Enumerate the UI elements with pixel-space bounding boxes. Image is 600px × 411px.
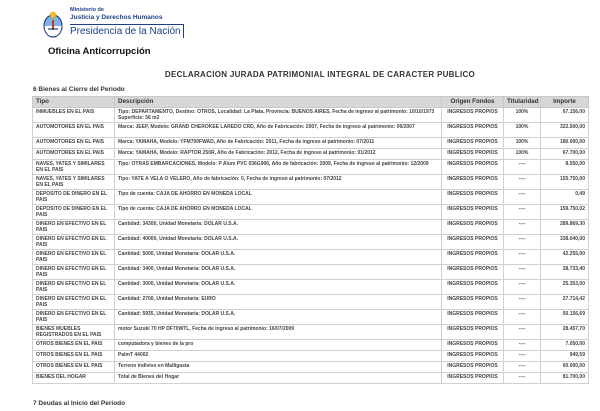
cell-titularidad: ---- (504, 295, 541, 310)
column-header-tipo: Tipo (33, 97, 115, 108)
cell-descripcion: Cantidad: 34300, Unidad Monetaria: DOLAR U.S.A. (115, 220, 442, 235)
document-title: DECLARACION JURADA PATRIMONIAL INTEGRAL DE CARACTER PUBLICO (164, 70, 476, 79)
cell-descripcion: Tipo de cuenta: CAJA DE AHORRO EN MONEDA LOCAL (115, 205, 442, 220)
cell-importe: 81.700,00 (541, 373, 589, 384)
cell-origen-fondos: INGRESOS PROPIOS (442, 351, 504, 362)
cell-importe: 0,49 (541, 190, 589, 205)
table-row (33, 280, 589, 295)
cell-origen-fondos: INGRESOS PROPIOS (442, 108, 504, 123)
cell-titularidad: 100% (504, 123, 541, 138)
cell-titularidad: ---- (504, 160, 541, 175)
table-row (33, 325, 589, 340)
section-title-bienes: 6 Bienes al Cierre del Periodo (33, 86, 125, 93)
cell-titularidad: ---- (504, 175, 541, 190)
cell-tipo: OTROS BIENES EN EL PAIS (33, 351, 115, 362)
column-header-origen: Origen Fondos (442, 97, 504, 108)
cell-titularidad: ---- (504, 280, 541, 295)
cell-descripcion: computadora y bienes de la pro (115, 340, 442, 351)
cell-titularidad: ---- (504, 250, 541, 265)
cell-tipo: DINERO EN EFECTIVO EN EL PAIS (33, 295, 115, 310)
cell-tipo: BIENES MUEBLES REGISTRADOS EN EL PAIS (33, 325, 115, 340)
cell-origen-fondos: INGRESOS PROPIOS (442, 138, 504, 149)
cell-descripcion: Tipo: DEPARTAMENTO, Destino: OTROS, Localidad: La Plata, Provincia: BUENOS AIRES, Fecha de ingreso al patrimonio: 10/10/1973 Superficie: 56 m2 (115, 108, 442, 123)
cell-origen-fondos: INGRESOS PROPIOS (442, 205, 504, 220)
cell-descripcion: PalmT 44002 (115, 351, 442, 362)
cell-titularidad: ---- (504, 325, 541, 340)
ministry-name-line1: Ministerio de (70, 7, 104, 13)
cell-tipo: DINERO EN EFECTIVO EN EL PAIS (33, 280, 115, 295)
cell-origen-fondos: INGRESOS PROPIOS (442, 160, 504, 175)
table-row (33, 160, 589, 175)
cell-importe: 42.255,00 (541, 250, 589, 265)
table-row (33, 108, 589, 123)
table-row (33, 340, 589, 351)
cell-origen-fondos: INGRESOS PROPIOS (442, 295, 504, 310)
cell-tipo: OTROS BIENES EN EL PAIS (33, 362, 115, 373)
cell-importe: 7.050,00 (541, 340, 589, 351)
column-header-importe: Importe (541, 97, 589, 108)
table-row (33, 362, 589, 373)
cell-tipo: AUTOMOTORES EN EL PAIS (33, 149, 115, 160)
table-row (33, 295, 589, 310)
cell-titularidad: ---- (504, 362, 541, 373)
cell-descripcion: Marca: YAMAHA, Modelo: YFM700FWAD, Año de Fabricación: 2011, Fecha de ingreso al patrimonio: 07/2011 (115, 138, 442, 149)
table-row (33, 265, 589, 280)
column-header-descripcion: Descripción (115, 97, 442, 108)
cell-tipo: DINERO EN EFECTIVO EN EL PAIS (33, 250, 115, 265)
cell-importe: 949,59 (541, 351, 589, 362)
cell-tipo: DINERO EN EFECTIVO EN EL PAIS (33, 220, 115, 235)
cell-descripcion: Marca: YAMAHA, Modelo: RAPTOR 250R, Año de Fabricación: 2012, Fecha de ingreso al patrimonio: 01/2012 (115, 149, 442, 160)
cell-importe: 28.457,70 (541, 325, 589, 340)
cell-titularidad: ---- (504, 220, 541, 235)
cell-tipo: DEPOSITO DE DINERO EN EL PAIS (33, 205, 115, 220)
cell-origen-fondos: INGRESOS PROPIOS (442, 123, 504, 138)
cell-importe: 67.700,00 (541, 149, 589, 160)
cell-origen-fondos: INGRESOS PROPIOS (442, 235, 504, 250)
assets-table-body (33, 108, 589, 384)
table-row (33, 138, 589, 149)
cell-descripcion: Terreno indiviso en Malligasta (115, 362, 442, 373)
cell-origen-fondos: INGRESOS PROPIOS (442, 325, 504, 340)
cell-descripcion: Cantidad: 40000, Unidad Monetaria: DOLAR U.S.A. (115, 235, 442, 250)
table-header-row (33, 97, 589, 108)
table-row (33, 250, 589, 265)
column-header-titularidad: Titularidad (504, 97, 541, 108)
table-row (33, 220, 589, 235)
cell-importe: 155.750,00 (541, 175, 589, 190)
cell-descripcion: Marca: JEEP, Modelo: GRAND CHEROKEE LAREDO CRD, Año de Fabricación: 2007, Fecha de ingreso al patrimonio: 06/2007 (115, 123, 442, 138)
cell-origen-fondos: INGRESOS PROPIOS (442, 280, 504, 295)
cell-importe: 289.869,30 (541, 220, 589, 235)
table-row (33, 235, 589, 250)
presidency-label: Presidencia de la Nación (70, 24, 184, 38)
cell-titularidad: ---- (504, 351, 541, 362)
cell-titularidad: ---- (504, 190, 541, 205)
assets-table (32, 96, 589, 384)
cell-descripcion: Tipo: OTRAS EMBARCACIONES, Modelo: P Alum PVC 036G906, Año de fabricación: 2009, Fecha de ingreso al patrimonio: 12/2009 (115, 160, 442, 175)
cell-importe: 60.000,00 (541, 362, 589, 373)
cell-tipo: DEPOSITO DE DINERO EN EL PAIS (33, 190, 115, 205)
cell-tipo: DINERO EN EFECTIVO EN EL PAIS (33, 310, 115, 325)
cell-importe: 25.353,00 (541, 280, 589, 295)
cell-descripcion: Cantidad: 5935, Unidad Monetaria: DOLAR U.S.A. (115, 310, 442, 325)
office-name: Oficina Anticorrupción (48, 46, 151, 57)
table-row (33, 149, 589, 160)
ministry-name-line2: Justicia y Derechos Humanos (70, 14, 163, 21)
cell-origen-fondos: INGRESOS PROPIOS (442, 175, 504, 190)
cell-descripcion: Tipo de cuenta: CAJA DE AHORRO EN MONEDA LOCAL (115, 190, 442, 205)
cell-descripcion: Cantidad: 5000, Unidad Monetaria: DOLAR U.S.A. (115, 250, 442, 265)
cell-importe: 8.550,00 (541, 160, 589, 175)
cell-descripcion: Cantidad: 3400, Unidad Monetaria: DOLAR U.S.A. (115, 265, 442, 280)
section-title-deudas: 7 Deudas al Inicio del Periodo (33, 400, 126, 407)
cell-origen-fondos: INGRESOS PROPIOS (442, 362, 504, 373)
cell-tipo: AUTOMOTORES EN EL PAIS (33, 138, 115, 149)
cell-importe: 27.714,42 (541, 295, 589, 310)
cell-tipo: AUTOMOTORES EN EL PAIS (33, 123, 115, 138)
cell-titularidad: ---- (504, 310, 541, 325)
cell-tipo: BIENES DEL HOGAR (33, 373, 115, 384)
cell-titularidad: ---- (504, 340, 541, 351)
table-row (33, 123, 589, 138)
table-row (33, 310, 589, 325)
cell-origen-fondos: INGRESOS PROPIOS (442, 310, 504, 325)
cell-importe: 338.040,00 (541, 235, 589, 250)
cell-origen-fondos: INGRESOS PROPIOS (442, 265, 504, 280)
cell-origen-fondos: INGRESOS PROPIOS (442, 149, 504, 160)
cell-titularidad: ---- (504, 373, 541, 384)
cell-importe: 159.750,02 (541, 205, 589, 220)
cell-titularidad: ---- (504, 235, 541, 250)
cell-origen-fondos: INGRESOS PROPIOS (442, 340, 504, 351)
cell-importe: 67.156,00 (541, 108, 589, 123)
cell-origen-fondos: INGRESOS PROPIOS (442, 220, 504, 235)
cell-tipo: DINERO EN EFECTIVO EN EL PAIS (33, 235, 115, 250)
table-row (33, 351, 589, 362)
cell-tipo: OTROS BIENES EN EL PAIS (33, 340, 115, 351)
cell-importe: 28.733,40 (541, 265, 589, 280)
cell-descripcion: Tipo: YATE A VELA O VELERO, Año de fabricación: 0, Fecha de ingreso al patrimonio: 07/2012 (115, 175, 442, 190)
cell-origen-fondos: INGRESOS PROPIOS (442, 190, 504, 205)
cell-importe: 322.500,00 (541, 123, 589, 138)
cell-descripcion: Cantidad: 2700, Unidad Monetaria: EURO (115, 295, 442, 310)
cell-titularidad: ---- (504, 205, 541, 220)
table-row (33, 175, 589, 190)
cell-descripcion: Total de Bienes del Hogar (115, 373, 442, 384)
cell-titularidad: 100% (504, 149, 541, 160)
cell-descripcion: Cantidad: 3000, Unidad Monetaria: DOLAR U.S.A. (115, 280, 442, 295)
cell-titularidad: 100% (504, 108, 541, 123)
cell-origen-fondos: INGRESOS PROPIOS (442, 250, 504, 265)
table-row (33, 205, 589, 220)
cell-origen-fondos: INGRESOS PROPIOS (442, 373, 504, 384)
table-row (33, 373, 589, 384)
cell-tipo: NAVES, YATES Y SIMILARES EN EL PAIS (33, 160, 115, 175)
cell-tipo: NAVES, YATES Y SIMILARES EN EL PAIS (33, 175, 115, 190)
national-emblem-icon (42, 10, 64, 40)
page-header (36, 4, 236, 66)
cell-tipo: DINERO EN EFECTIVO EN EL PAIS (33, 265, 115, 280)
cell-importe: 50.156,69 (541, 310, 589, 325)
cell-tipo: INMUEBLES EN EL PAIS (33, 108, 115, 123)
cell-titularidad: 100% (504, 138, 541, 149)
cell-importe: 180.000,00 (541, 138, 589, 149)
cell-titularidad: ---- (504, 265, 541, 280)
cell-descripcion: motor Suzuki 70 HP DF70WTL, Fecha de ingreso al patrimonio: 16/07/2009 (115, 325, 442, 340)
table-row (33, 190, 589, 205)
